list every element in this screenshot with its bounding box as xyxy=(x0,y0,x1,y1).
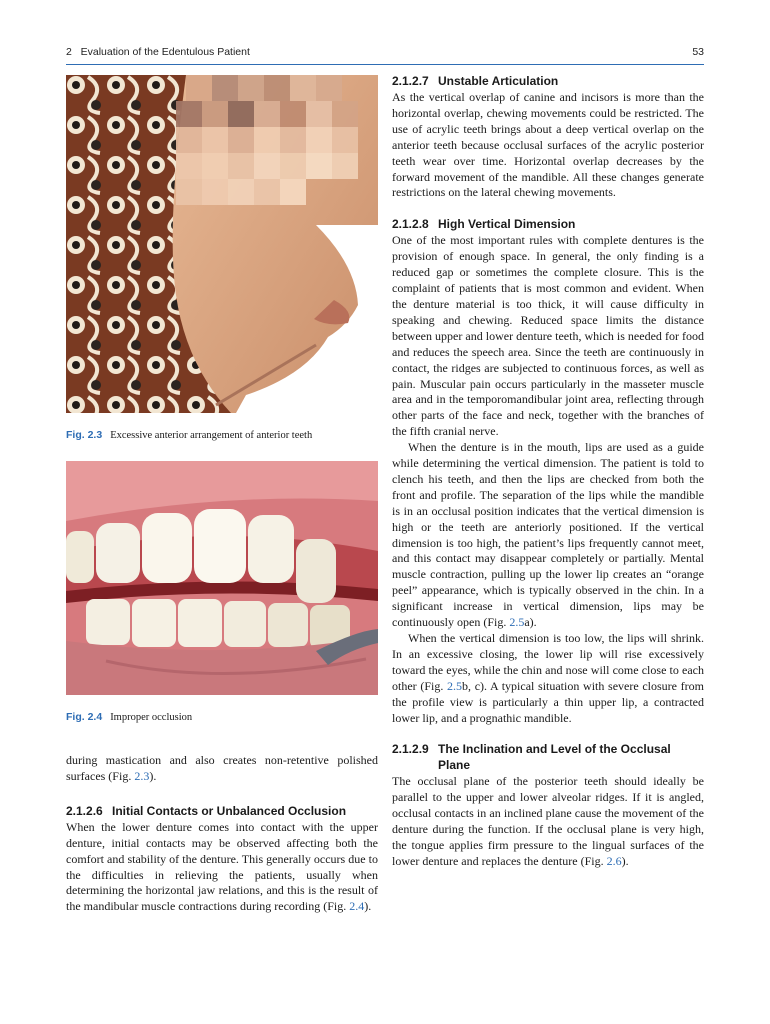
figure-2-3-image xyxy=(66,75,378,413)
running-head xyxy=(66,44,704,62)
caption-text: Improper occlusion xyxy=(110,712,193,723)
figure-2-4-caption xyxy=(66,711,378,723)
profile-photo xyxy=(66,75,378,413)
paragraph: As the vertical overlap of canine and incisors is more than the horizontal overlap, chewing movements could be restricted. The use of acrylic teeth brings about a deep vertical overlap on the anterior teeth because occlusal surfaces of the acrylic posterior teeth wear over time. Horizontal overlap decreases by the forward movement of the mandible. All these changes generate restrictions on the lateral chewing movements. xyxy=(392,90,704,200)
page-number: 53 xyxy=(692,46,704,58)
section-heading: 2.1.2.6 Initial Contacts or Unbalanced Occlusion xyxy=(66,803,347,818)
figure-link[interactable]: 2.5 xyxy=(447,678,463,693)
header-rule xyxy=(66,64,704,65)
paragraph: during mastication and also creates non-retentive polished surfaces (Fig. 2.3). xyxy=(66,753,378,783)
section-heading: 2.1.2.7 Unstable Articulation xyxy=(392,74,559,88)
figure-label: Fig. 2.3 xyxy=(66,429,103,441)
section-heading: 2.1.2.8 High Vertical Dimension xyxy=(392,217,576,232)
paragraph: One of the most important rules with complete dentures is the provision of enough space. In general, the only finding is a reduced gap or sometimes the complete closure. This is the complaint of patients that is most common and evident. When the denture material is too thick, it will cause difficulty in speaking and chewing. Reduced space limits the distance between upper and lower denture teeth, which is needed for food and reduces the speech area. Since the teeth are continuously in contact, the ridges are subjected to continuous forces, as well as pain. Muscular pain occurs particularly in the masseter muscle area and in the temporomandibular joint area, reflecting through other parts of the face and neck, together with the branches of the fifth cranial nerve. xyxy=(392,233,704,439)
occlusion-photo xyxy=(66,461,378,695)
paragraph: The occlusal plane of the posterior teeth should ideally be parallel to the upper and lower alveolar ridges. If it is angled, occlusal contacts in an inclined plane cause the movement of the denture during the function. If the occlusal plane is very high, the tongue applies firm pressure to the lingual surfaces of the lower denture and replaces the denture (Fig. 2.6). xyxy=(392,774,704,868)
figure-2-4-image xyxy=(66,461,378,695)
figure-link[interactable]: 2.5 xyxy=(509,615,525,630)
figure-link[interactable]: 2.3 xyxy=(134,768,150,783)
right-column xyxy=(392,73,704,870)
figure-label: Fig. 2.4 xyxy=(66,711,103,723)
figure-2-3-caption xyxy=(66,429,378,441)
figure-link[interactable]: 2.4 xyxy=(349,899,365,914)
chapter-heading: 2 Evaluation of the Edentulous Patient xyxy=(66,46,250,58)
caption-text: Excessive anterior arrangement of anterior teeth xyxy=(110,430,313,441)
left-column xyxy=(66,753,378,915)
paragraph: When the lower denture comes into contact with the upper denture, initial contacts may be observed affecting both the comfort and stability of the denture. This generally occurs due to the difficulties in relieving the patients, usually when determining the horizontal jaw relations, and this is the result of the mandibular muscle contractions during recording (Fig. 2.4). xyxy=(66,819,378,914)
paragraph: When the vertical dimension is too low, the lips will shrink. In an excessive closing, the lower lip will rise excessively toward the eyes, while the chin and nose will come close to each other (Fig. 2.5b, c). A typical situation with severe closure from the profile view is particularly a thin upper lip, a contracted lower lip, and a prognathic mandible. xyxy=(392,631,704,725)
section-heading: 2.1.2.9 The Inclination and Level of the Occlusal Plane xyxy=(392,742,671,773)
paragraph: When the denture is in the mouth, lips are used as a guide while determining the vertical dimension. The patient is told to clench his teeth, and then the lips are checked from both the front and profile. The separation of the lips while the mandible is in an occlusal position indicates that the vertical dimension is high or the teeth are anteriorly positioned. If the vertical dimension is too high, the patient’s lips frequently cannot meet, and this contact may disappear completely or partially. Mental muscle contraction, pulling up the lower lip creates an “orange peel” appearance, which is typically observed in the chin. In a significant increase in vertical dimension, lips may be continuously open (Fig. 2.5a). xyxy=(392,440,704,630)
figure-link[interactable]: 2.6 xyxy=(606,853,622,868)
